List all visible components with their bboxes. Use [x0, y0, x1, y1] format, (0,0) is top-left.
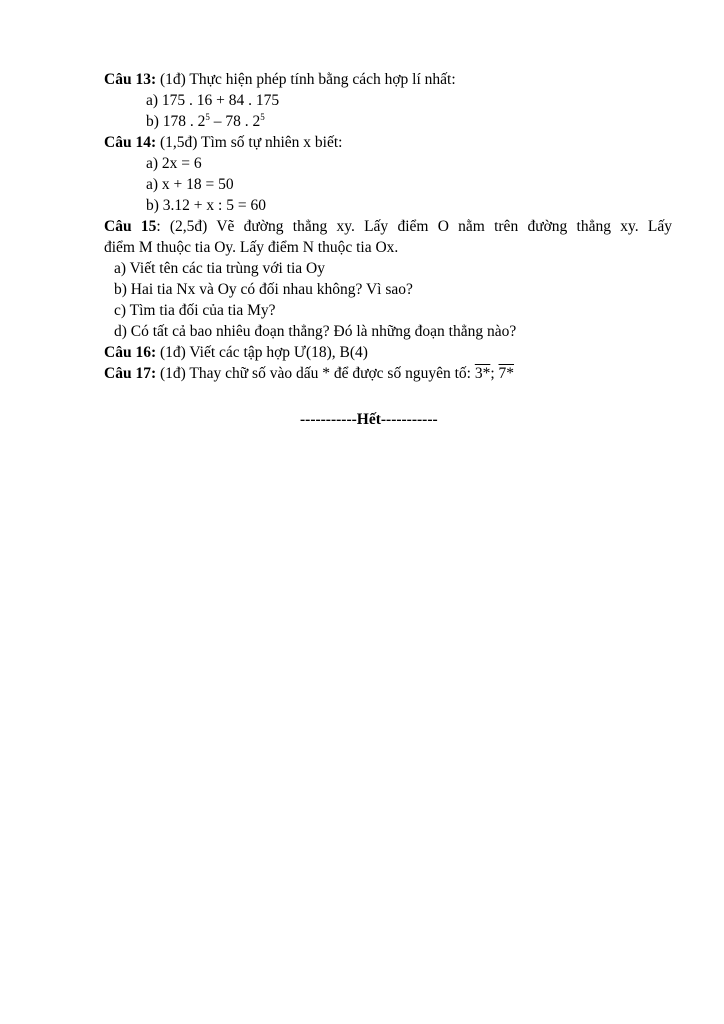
question-14-label: Câu 14: [104, 134, 157, 151]
question-17-separator: ; [490, 365, 499, 382]
question-14-text: (1,5đ) Tìm số tự nhiên x biết: [156, 134, 343, 151]
question-14-part-a1: a) 2x = 6 [146, 155, 202, 172]
question-14-part-a2: a) x + 18 = 50 [146, 176, 234, 193]
q13b-text-1: b) 178 . 2 [146, 113, 206, 130]
question-13 [104, 70, 456, 90]
question-16-text: (1đ) Viết các tập hợp Ư(18), B(4) [156, 344, 368, 361]
question-15 [104, 217, 672, 237]
question-13-label: Câu 13: [104, 71, 157, 88]
question-15-part-d: d) Có tất cả bao nhiêu đoạn thẳng? Đó là những đoạn thẳng nào? [114, 323, 517, 340]
q13b-text-2: – 78 . 2 [209, 113, 261, 130]
question-13-part-b [146, 112, 265, 132]
question-17-number-1: 3* [474, 365, 491, 382]
question-14 [104, 133, 342, 153]
question-17 [104, 364, 514, 384]
question-15-text-line1: : (2,5đ) Vẽ đường thẳng xy. Lấy điểm O nằm trên đường thẳng xy. Lấy [156, 218, 672, 235]
question-15-part-a: a) Viết tên các tia trùng với tia Oy [114, 260, 325, 277]
q13b-exponent-2: 5 [260, 112, 265, 122]
question-17-text: (1đ) Thay chữ số vào dấu * để được số nguyên tố: [156, 365, 475, 382]
question-17-label: Câu 17: [104, 365, 157, 382]
question-17-number-2: 7* [498, 365, 515, 382]
question-13-text: (1đ) Thực hiện phép tính bằng cách hợp lí nhất: [156, 71, 456, 88]
question-14-part-b: b) 3.12 + x : 5 = 60 [146, 197, 266, 214]
question-15-label: Câu 15 [104, 218, 157, 235]
question-13-part-a: a) 175 . 16 + 84 . 175 [146, 92, 280, 109]
question-15-text-line2: điểm M thuộc tia Oy. Lấy điểm N thuộc tia Ox. [104, 239, 399, 256]
question-16 [104, 343, 368, 363]
question-16-label: Câu 16: [104, 344, 157, 361]
q13b-exponent-1: 5 [205, 112, 210, 122]
question-15-part-c: c) Tìm tia đối của tia My? [114, 302, 276, 319]
question-15-part-b: b) Hai tia Nx và Oy có đối nhau không? Vì sao? [114, 281, 413, 298]
end-marker: -----------Hết----------- [300, 411, 438, 428]
